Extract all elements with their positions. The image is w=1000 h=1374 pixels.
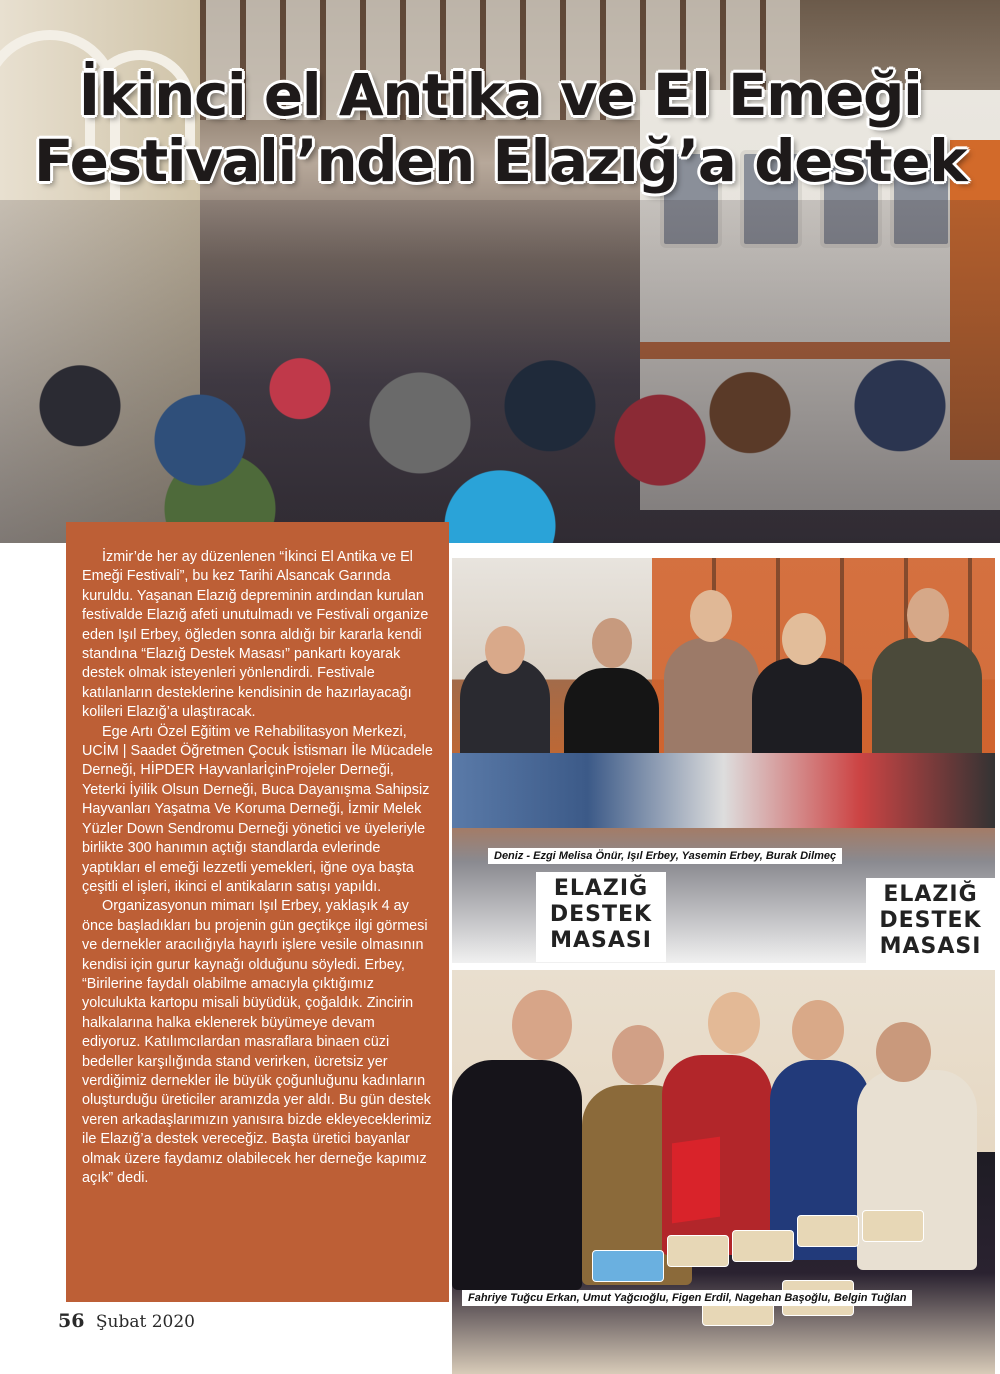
person-head xyxy=(782,613,826,665)
article-title xyxy=(0,62,1000,194)
photo-caption-2: Fahriye Tuğcu Erkan, Umut Yağcıoğlu, Figen Erdil, Nagehan Başoğlu, Belgin Tuğlan xyxy=(462,1290,912,1306)
person xyxy=(452,1060,582,1290)
person-head xyxy=(485,626,525,674)
person-head xyxy=(512,990,572,1060)
issue-date: Şubat 2020 xyxy=(95,1312,195,1332)
table-goods xyxy=(452,753,995,828)
photo-caption-1: Deniz - Ezgi Melisa Önür, Işıl Erbey, Yasemin Erbey, Burak Dilmeç xyxy=(488,848,842,864)
paragraph: İzmir’de her ay düzenlenen “İkinci El Antika ve El Emeği Festivali”, bu kez Tarihi Alsancak Garında kuruldu. Yaşanan Elazığ depreminin ardından kurulan festivalde Elazığ afeti unutulmadı ve Festivali organize eden Işıl Erbey, öğleden sonra aldığı bir kararla kendi standına “Elazığ Destek Masası” pankartı koyarak destek olmak isteyenleri yönlendirdi. Festivale katılanların desteklerine kendisinin de hazırlayacağı kolileri Elazığ’a ulaştıracak. xyxy=(82,549,429,721)
photo-volunteers xyxy=(452,970,995,1374)
person-head xyxy=(592,618,632,668)
paragraph: Organizasyonun mimarı Işıl Erbey, yaklaşık 4 ay önce başladıkları bu projenin gün geçtikçe ilgi görmesi ve dernekler aracılığıyla hayırlı işlere vesile olmasının kendisi için gurur kaynağı olduğunu söyledi. Erbey, “Birilerine faydalı olabilme amacıyla çıktığımız yolculukta kartopu misali büyüdük, çoğaldık. Zincirin halkalarına halka eklenerek büyümeye devam ediyoruz. Katılımcılardan masraflara binaen cüzi bedeller karşılığında stand verirken, ücretsiz yer verdiğimiz dernekler ile büyük çoğunluğunu kadınların oluşturduğu üreticiler aramızda yer aldı. Bu gün destek veren arkadaşlarımızın yanısıra bizde ekleyeceklerimiz ile Elazığ’a destek vereceğiz. Başta üretici bayanlar olmak üzere faydamız olabilecek her derneğe kapımız açık” dedi. xyxy=(82,898,432,1186)
sign-line-3: MASASI xyxy=(550,928,652,953)
person-head xyxy=(708,992,760,1054)
elazig-destek-sign xyxy=(866,878,995,968)
festival-crowd xyxy=(0,200,1000,543)
person-head xyxy=(792,1000,844,1060)
article-body xyxy=(66,522,449,1302)
paragraph: Ege Artı Özel Eğitim ve Rehabilitasyon Merkezi, UCİM | Saadet Öğretmen Çocuk İstismarı İle Mücadele Derneği, HİPDER HayvanlarİçinProjeler Derneği, Yeterki İyilik Olsun Derneği, Buca Dayanışma Sahipsiz Hayvanları Yaşatma Ve Koruma Derneği, İzmir Melek Yüzler Down Sendromu Derneği yönetici ve üyeleriyle birlikte 300 hanımın açtığı standlarda evlerinde yaptıkları el emeği lezzetli yemekleri, iğne oya başta çeşitli el işleri, ikinci el antikaların satışı yapıldı. xyxy=(82,723,433,895)
food-tray xyxy=(797,1215,859,1247)
elazig-destek-sign xyxy=(536,872,666,962)
food-tray xyxy=(667,1235,729,1267)
food-tray xyxy=(862,1210,924,1242)
sign-line-1: ELAZIĞ xyxy=(553,876,649,901)
sign-line-2: DESTEK xyxy=(549,902,653,927)
person-head xyxy=(876,1022,931,1082)
person-head xyxy=(690,590,732,642)
person-head xyxy=(907,588,949,642)
sign-line-2: DESTEK xyxy=(879,908,982,933)
page-footer xyxy=(58,1310,195,1332)
sign-line-1: ELAZIĞ xyxy=(883,882,978,907)
turkish-flag xyxy=(672,1137,720,1224)
title-line-1: İkinci el Antika ve El Emeği xyxy=(78,61,922,129)
title-line-2: Festivali’nden Elazığ’a destek xyxy=(33,127,967,195)
food-tray xyxy=(592,1250,664,1282)
page-number: 56 xyxy=(58,1310,85,1332)
food-tray xyxy=(732,1230,794,1262)
person-head xyxy=(612,1025,664,1085)
sign-line-3: MASASI xyxy=(879,934,982,959)
